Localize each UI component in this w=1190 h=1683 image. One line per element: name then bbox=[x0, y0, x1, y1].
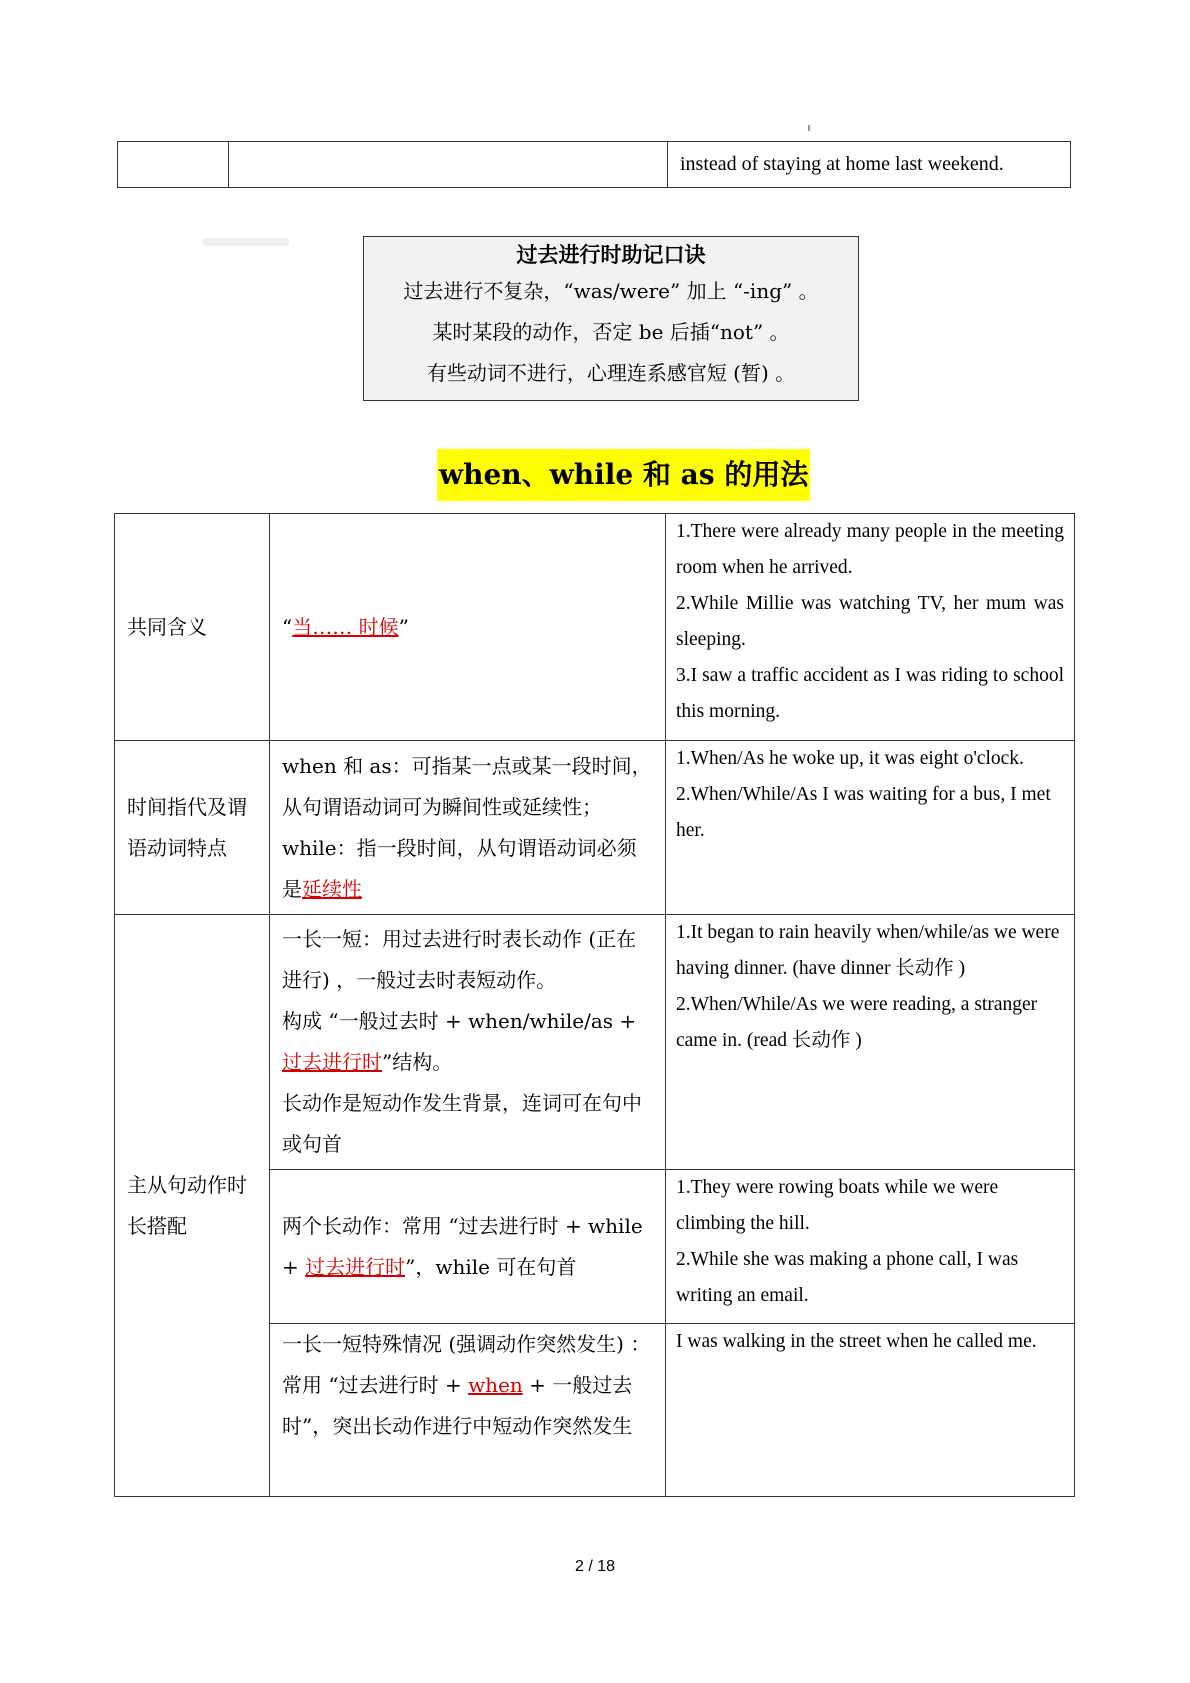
table-cell-example: instead of staying at home last weekend. bbox=[668, 142, 1071, 188]
description-text bbox=[282, 1001, 653, 1083]
mnemonic-line: 过去进行不复杂，“was/were” 加上 “-ing” 。 bbox=[403, 279, 819, 303]
description-highlight: 过去进行时 bbox=[305, 1254, 406, 1279]
section-heading: when、while 和 as 的用法 bbox=[437, 449, 810, 501]
faint-watermark bbox=[203, 238, 289, 246]
description-text: 长动作是短动作发生背景，连词可在句中或句首 bbox=[282, 1091, 642, 1156]
description-text-part: while：指一段时间，从句谓语动词必须是 bbox=[282, 835, 637, 901]
description-text: 一长一短：用过去进行时表长动作 (正在进行) ，一般过去时表短动作。 bbox=[282, 927, 637, 992]
example-sentence: 2.When/While/As we were reading, a stranger came in. (read 长动作 ) bbox=[676, 994, 1038, 1051]
examples-cell bbox=[666, 915, 1075, 1170]
description-text-part: 一长一短特殊情况 (强调动作突然发生) ：常用 “过去进行时 + bbox=[282, 1332, 651, 1397]
examples-cell bbox=[666, 514, 1075, 741]
table-row bbox=[115, 741, 1075, 915]
example-sentence: 1.There were already many people in the meeting room when he arrived. bbox=[676, 521, 1064, 578]
row-label: 主从句动作时长搭配 bbox=[115, 915, 270, 1497]
quote-close: ” bbox=[398, 614, 409, 639]
description-text bbox=[282, 828, 653, 910]
quote-open: “ bbox=[282, 614, 293, 639]
example-sentence: 1.They were rowing boats while we were climbing the hill. bbox=[676, 1177, 999, 1234]
table-cell-empty bbox=[118, 142, 229, 188]
table-row bbox=[118, 142, 1071, 188]
table-cell-empty bbox=[229, 142, 668, 188]
description-text-part: 构成 “一般过去时 + when/while/as + bbox=[282, 1009, 637, 1033]
description-cell bbox=[270, 741, 666, 915]
description-cell bbox=[270, 1170, 666, 1324]
example-sentence: 3.I saw a traffic accident as I was riding to school this morning. bbox=[676, 665, 1064, 722]
meaning-highlight: 当…… 时候 bbox=[292, 614, 399, 639]
table-row bbox=[115, 915, 1075, 1170]
description-text-part: ”，while 可在句首 bbox=[405, 1254, 577, 1279]
example-sentence: 1.It began to rain heavily when/while/as we were having dinner. (have dinner 长动作 ) bbox=[676, 922, 1060, 979]
meaning-cell bbox=[270, 514, 666, 741]
description-cell bbox=[270, 915, 666, 1170]
mnemonic-line: 某时某段的动作，否定 be 后插“not” 。 bbox=[432, 320, 790, 344]
examples-cell bbox=[666, 1324, 1075, 1497]
example-sentence: I was walking in the street when he called me. bbox=[676, 1331, 1037, 1352]
example-sentence: 2.While she was making a phone call, I was writing an email. bbox=[676, 1249, 1019, 1306]
examples-cell bbox=[666, 1170, 1075, 1324]
page-number: 2 / 18 bbox=[574, 1558, 616, 1575]
row-label: 共同含义 bbox=[115, 514, 270, 741]
table-row bbox=[115, 514, 1075, 741]
description-text-part: 两个长动作：常用 “过去进行时 + while + bbox=[282, 1213, 643, 1279]
mnemonic-line: 有些动词不进行，心理连系感官短 (暂) 。 bbox=[426, 361, 796, 385]
description-text-part: + 一般过去时”，突出长动作进行中短动作突然发生 bbox=[282, 1373, 633, 1438]
decorative-mark bbox=[808, 125, 810, 131]
example-sentence: 1.When/As he woke up, it was eight o'clock. bbox=[676, 748, 1024, 769]
description-highlight: when bbox=[468, 1373, 523, 1397]
description-highlight: 延续性 bbox=[302, 876, 362, 901]
description-highlight: 过去进行时 bbox=[282, 1050, 382, 1074]
mnemonic-title: 过去进行时助记口诀 bbox=[516, 242, 706, 267]
continued-table-row bbox=[117, 141, 1071, 188]
example-sentence: 2.When/While/As I was waiting for a bus, I met her. bbox=[676, 784, 1051, 841]
description-cell bbox=[270, 1324, 666, 1497]
mnemonic-box bbox=[363, 236, 859, 401]
example-sentence: 2.While Millie was watching TV, her mum was sleeping. bbox=[676, 593, 1064, 650]
description-text: when 和 as：可指某一点或某一段时间，从句谓语动词可为瞬间性或延续性； bbox=[282, 753, 652, 819]
examples-cell bbox=[666, 741, 1075, 915]
description-text-part: ”结构。 bbox=[382, 1050, 453, 1074]
usage-table bbox=[114, 513, 1075, 1497]
row-label: 时间指代及谓语动词特点 bbox=[115, 741, 270, 915]
